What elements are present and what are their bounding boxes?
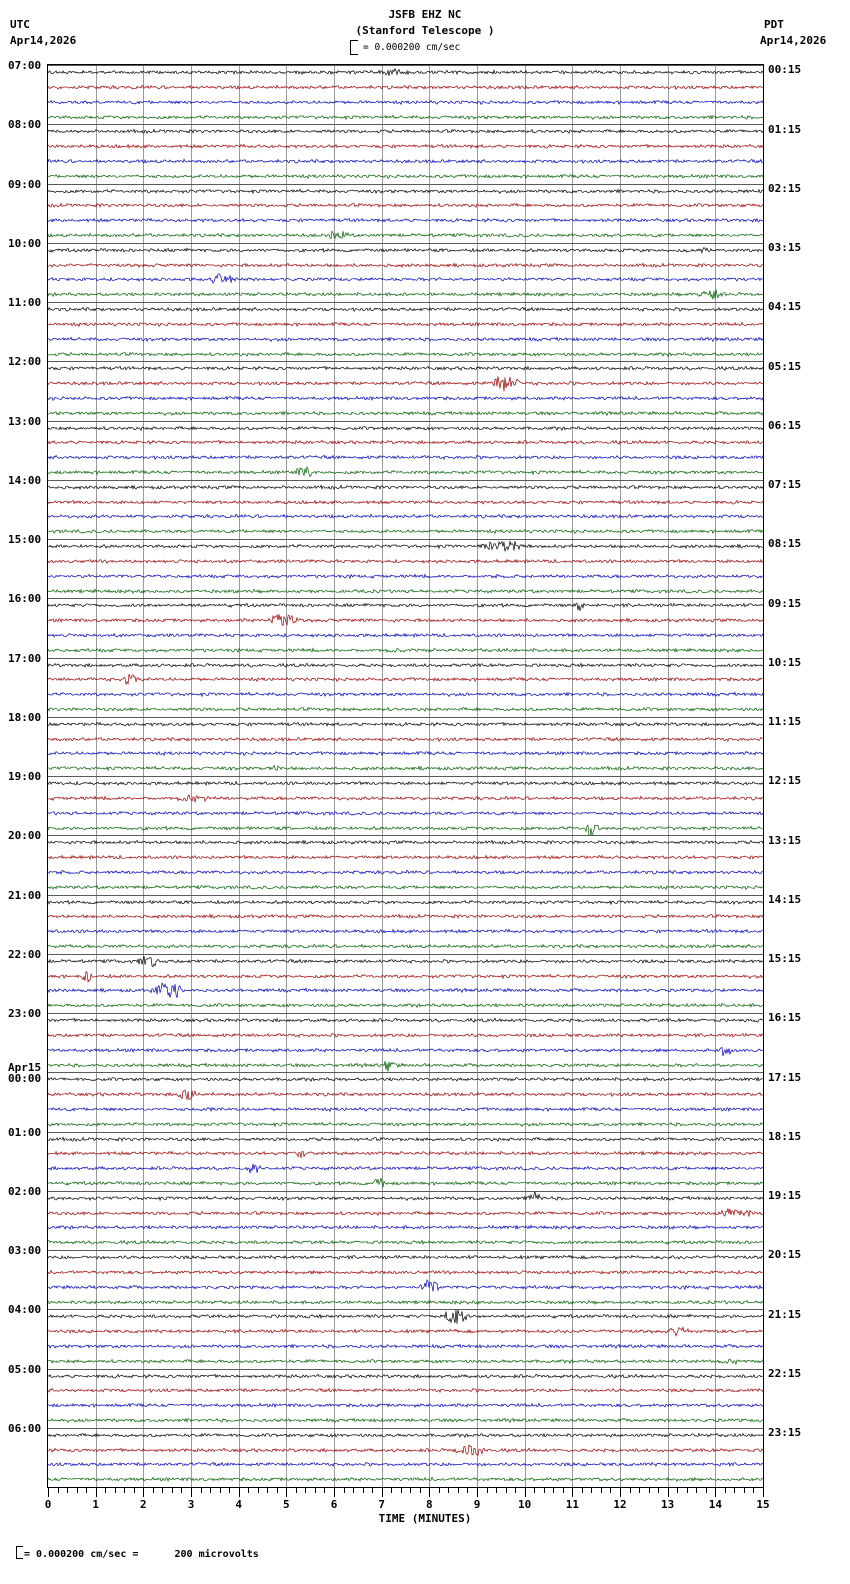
y-axis-right-label: 17:15 [768, 1070, 802, 1084]
y-axis-right-label: 21:15 [768, 1307, 802, 1321]
x-tick-minor [534, 1488, 535, 1493]
hour-separator [48, 1428, 763, 1429]
hour-separator [48, 717, 763, 718]
x-tick-minor [391, 1488, 392, 1493]
x-tick-major [334, 1488, 335, 1497]
x-tick-minor [630, 1488, 631, 1493]
y-axis-right-label: 15:15 [768, 952, 802, 966]
x-tick-minor [649, 1488, 650, 1493]
x-tick-minor [401, 1488, 402, 1493]
y-axis-left-label: 22:00 [8, 947, 42, 961]
y-axis-right-label: 18:15 [768, 1129, 802, 1143]
x-tick-label: 12 [613, 1498, 627, 1511]
x-axis [44, 1488, 770, 1511]
trace-row [48, 1463, 763, 1488]
x-tick-minor [124, 1488, 125, 1493]
y-axis-left-label: 17:00 [8, 651, 42, 665]
hour-separator [48, 480, 763, 481]
x-tick-minor [67, 1488, 68, 1493]
station-subtitle: (Stanford Telescope ) [355, 24, 495, 37]
hour-separator [48, 598, 763, 599]
x-tick-minor [296, 1488, 297, 1493]
x-tick-label: 1 [92, 1498, 99, 1511]
x-tick-minor [410, 1488, 411, 1493]
y-axis-right-label: 08:15 [768, 537, 802, 551]
hour-separator [48, 835, 763, 836]
y-axis-right-label: 11:15 [768, 715, 802, 729]
x-tick-minor [467, 1488, 468, 1493]
x-tick-label: 3 [187, 1498, 195, 1511]
hour-separator [48, 1072, 763, 1073]
x-tick-minor [458, 1488, 459, 1493]
y-axis-right-label: 22:15 [768, 1366, 802, 1380]
hour-separator [48, 184, 763, 185]
x-tick-major [96, 1488, 97, 1497]
x-tick-minor [563, 1488, 564, 1493]
x-tick-minor [448, 1488, 449, 1493]
y-axis-right-label: 04:15 [768, 300, 802, 314]
y-axis-left-label: 23:00 [8, 1007, 42, 1020]
x-tick-label: 14 [708, 1498, 722, 1511]
x-tick-minor [172, 1488, 173, 1493]
x-tick-label: 9 [473, 1498, 481, 1511]
x-tick-minor [506, 1488, 507, 1493]
hour-separator [48, 776, 763, 777]
y-axis-left-label: 20:00 [8, 829, 42, 843]
x-tick-label: 4 [235, 1498, 242, 1511]
x-tick-major [191, 1488, 192, 1497]
hour-separator [48, 243, 763, 244]
hour-separator [48, 539, 763, 540]
y-axis-right-label: 03:15 [768, 241, 802, 255]
x-tick-minor [267, 1488, 268, 1493]
x-tick-minor [153, 1488, 154, 1493]
x-tick-minor [229, 1488, 230, 1493]
hour-separator [48, 302, 763, 303]
x-tick-minor [496, 1488, 497, 1493]
x-tick-minor [591, 1488, 592, 1493]
y-axis-left-label: 09:00 [8, 177, 42, 191]
x-tick-minor [487, 1488, 488, 1493]
x-tick-minor [658, 1488, 659, 1493]
x-tick-label: 10 [518, 1498, 532, 1511]
y-axis-left-label: Apr15 [8, 1061, 42, 1075]
x-tick-minor [553, 1488, 554, 1493]
x-tick-major [477, 1488, 478, 1497]
x-tick-major [620, 1488, 621, 1497]
y-axis-left-label: 13:00 [8, 414, 42, 428]
x-tick-minor [277, 1488, 278, 1493]
x-tick-label: 8 [426, 1498, 433, 1511]
x-tick-major [286, 1488, 287, 1497]
y-axis-right-label: 20:15 [768, 1248, 802, 1262]
y-axis-left-label: 21:00 [8, 888, 42, 902]
x-tick-label: 13 [661, 1498, 675, 1511]
x-tick-minor [582, 1488, 583, 1493]
x-tick-minor [181, 1488, 182, 1493]
x-tick-minor [610, 1488, 611, 1493]
x-tick-major [572, 1488, 573, 1497]
y-axis-left-label: 02:00 [8, 1184, 42, 1198]
x-tick-label: 0 [44, 1498, 52, 1511]
y-axis-right-label: 13:15 [768, 833, 802, 847]
x-tick-minor [515, 1488, 516, 1493]
x-tick-minor [725, 1488, 726, 1493]
pdt-date-label: Apr14,2026 [760, 34, 827, 47]
x-tick-minor [86, 1488, 87, 1493]
x-tick-major [763, 1488, 764, 1497]
x-tick-minor [305, 1488, 306, 1493]
y-axis-left-label: 12:00 [8, 355, 42, 369]
y-axis-right-label: 07:15 [768, 478, 802, 492]
y-axis-left-label: 15:00 [8, 533, 42, 546]
scale-note: = 0.000200 cm/sec [363, 42, 461, 53]
x-tick-minor [324, 1488, 325, 1493]
x-tick-minor [439, 1488, 440, 1493]
x-tick-minor [115, 1488, 116, 1493]
x-tick-minor [744, 1488, 745, 1493]
y-axis-right-label: 23:15 [768, 1426, 802, 1440]
y-axis-left-label: 19:00 [8, 770, 42, 783]
hour-separator [48, 1013, 763, 1014]
hour-separator [48, 124, 763, 125]
y-axis-right-label: 19:15 [768, 1189, 802, 1203]
x-tick-minor [105, 1488, 106, 1493]
y-axis-right-label: 09:15 [768, 596, 802, 610]
x-tick-major [668, 1488, 669, 1497]
y-axis-right-label: 00:15 [768, 63, 802, 77]
hour-separator [48, 1191, 763, 1192]
x-tick-major [239, 1488, 240, 1497]
x-tick-minor [162, 1488, 163, 1493]
x-tick-label: 7 [378, 1498, 385, 1511]
y-axis-left-label: 01:00 [8, 1125, 42, 1139]
x-tick-minor [677, 1488, 678, 1493]
y-axis-left-label: 11:00 [8, 296, 42, 309]
hour-separator [48, 1309, 763, 1310]
hour-separator [48, 361, 763, 362]
x-tick-minor [687, 1488, 688, 1493]
x-tick-label: 11 [565, 1498, 579, 1511]
x-tick-minor [706, 1488, 707, 1493]
y-axis-right-label: 02:15 [768, 181, 802, 195]
y-axis-left-label: 04:00 [8, 1303, 42, 1317]
x-tick-minor [420, 1488, 421, 1493]
y-axis-left-label: 10:00 [8, 236, 42, 250]
utc-date-label: Apr14,2026 [10, 34, 77, 47]
x-tick-minor [353, 1488, 354, 1493]
station-title: JSFB EHZ NC [388, 8, 462, 21]
x-tick-minor [639, 1488, 640, 1493]
x-tick-minor [601, 1488, 602, 1493]
y-axis-right-label: 16:15 [768, 1011, 802, 1025]
y-axis-left-label: 16:00 [8, 592, 42, 606]
x-tick-minor [210, 1488, 211, 1493]
x-tick-minor [372, 1488, 373, 1493]
utc-zone-label: UTC [10, 18, 30, 31]
x-tick-major [48, 1488, 49, 1497]
x-tick-minor [315, 1488, 316, 1493]
x-tick-major [143, 1488, 144, 1497]
y-axis-right-label: 01:15 [768, 122, 802, 136]
y-axis-right-label: 05:15 [768, 359, 802, 373]
y-axis-left-label: 14:00 [8, 473, 42, 487]
x-tick-minor [258, 1488, 259, 1493]
y-axis-right-label: 14:15 [768, 892, 802, 906]
x-tick-minor [220, 1488, 221, 1493]
y-axis-left-label: 08:00 [8, 118, 42, 132]
y-axis-left-label: 05:00 [8, 1362, 42, 1376]
x-tick-minor [77, 1488, 78, 1493]
x-tick-label: 15 [756, 1498, 770, 1511]
y-axis-right-label: 12:15 [768, 774, 802, 788]
x-tick-major [525, 1488, 526, 1497]
x-tick-major [382, 1488, 383, 1497]
hour-separator [48, 1132, 763, 1133]
x-tick-label: 2 [140, 1498, 147, 1511]
y-axis-left-label: 06:00 [8, 1421, 42, 1435]
x-tick-minor [58, 1488, 59, 1493]
x-tick-minor [363, 1488, 364, 1493]
y-axis-left-label: 07:00 [8, 59, 42, 72]
x-tick-minor [201, 1488, 202, 1493]
x-tick-minor [734, 1488, 735, 1493]
x-tick-major [715, 1488, 716, 1497]
hour-separator [48, 1250, 763, 1251]
x-tick-minor [134, 1488, 135, 1493]
hour-separator [48, 1369, 763, 1370]
helicorder-plot [47, 64, 764, 1488]
x-tick-minor [544, 1488, 545, 1493]
y-axis-left-label: 18:00 [8, 710, 42, 724]
pdt-zone-label: PDT [764, 18, 784, 31]
x-tick-label: 5 [283, 1498, 290, 1511]
hour-separator [48, 895, 763, 896]
x-tick-major [429, 1488, 430, 1497]
hour-separator [48, 658, 763, 659]
x-tick-minor [696, 1488, 697, 1493]
x-tick-label: 6 [330, 1498, 338, 1511]
y-axis-left-label: 03:00 [8, 1244, 42, 1257]
y-axis-left-label: 00:00 [8, 1072, 42, 1086]
x-axis-title: TIME (MINUTES) [378, 1512, 472, 1525]
y-axis-right-label: 10:15 [768, 655, 802, 669]
x-tick-minor [248, 1488, 249, 1493]
hour-separator [48, 954, 763, 955]
y-axis-right-label: 06:15 [768, 418, 802, 432]
hour-separator [48, 421, 763, 422]
x-tick-minor [344, 1488, 345, 1493]
footer-note: = 0.000200 cm/sec = 200 microvolts [24, 1549, 259, 1560]
x-tick-minor [753, 1488, 754, 1493]
hour-separator [48, 65, 763, 66]
